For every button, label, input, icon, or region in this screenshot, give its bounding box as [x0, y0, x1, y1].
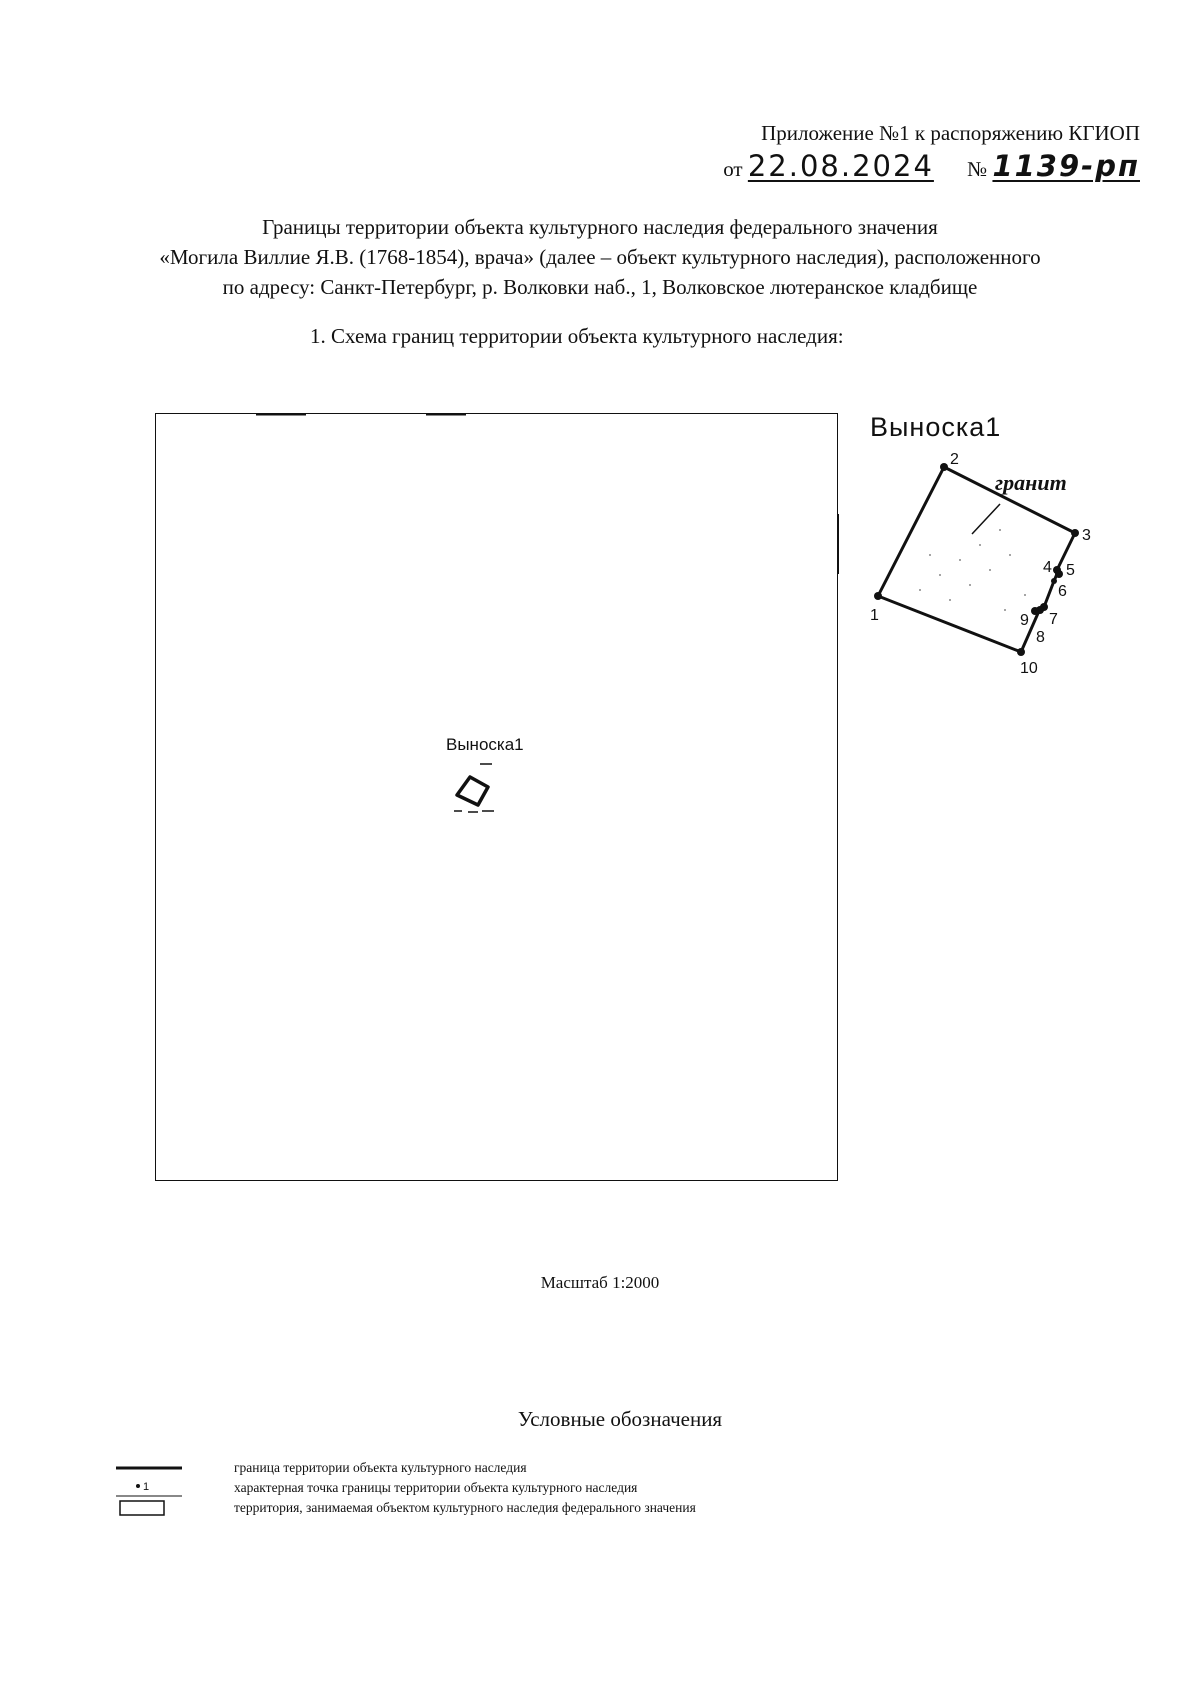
title-line-1: Границы территории объекта культурного наследия федерального значения	[262, 215, 938, 239]
legend-text-territory: территория, занимаемая объектом культурного наследия федерального значения	[234, 1500, 696, 1515]
territory-area-symbol	[112, 1498, 192, 1518]
order-date-number	[680, 148, 1140, 184]
boundary-point-2	[940, 463, 948, 471]
boundary-point-3	[1071, 529, 1079, 537]
point-label-4: 4	[1043, 559, 1052, 576]
map-callout-label: Выноска1	[446, 735, 524, 754]
boundary-point-5	[1055, 570, 1063, 578]
material-label: гранит	[995, 470, 1067, 495]
point-label-5: 5	[1066, 562, 1075, 579]
boundary-line-symbol	[112, 1458, 192, 1478]
legend-text-boundary: граница территории объекта культурного наследия	[234, 1460, 527, 1475]
section-heading: 1. Схема границ территории объекта культурного наследия:	[310, 324, 844, 348]
point-label-1: 1	[870, 607, 879, 624]
boundary-point-1	[874, 592, 882, 600]
point-label-9: 9	[1020, 612, 1029, 629]
boundary-point-symbol	[112, 1478, 192, 1498]
from-label: от	[723, 157, 743, 182]
title-line-2: «Могила Виллие Я.В. (1768-1854), врача» (далее – объект культурного наследия), расположенного	[159, 245, 1041, 269]
number-label: №	[967, 157, 988, 182]
map-frame	[155, 413, 838, 1181]
title-line-3: по адресу: Санкт-Петербург, р. Волковки наб., 1, Волковское лютеранское кладбище	[222, 275, 978, 299]
document-header	[680, 120, 1140, 185]
inset-title: Выноска1	[870, 412, 1002, 442]
order-number: 1139-рп	[992, 149, 1140, 184]
legend-heading: Условные обозначения	[517, 1407, 723, 1431]
appendix-reference: Приложение №1 к распоряжению КГИОП	[761, 121, 1140, 145]
material-leader-line	[972, 504, 1000, 534]
boundary-point-10	[1017, 648, 1025, 656]
point-label-10: 10	[1020, 660, 1038, 677]
inset-diagram	[860, 450, 1120, 690]
point-label-8: 8	[1036, 629, 1045, 646]
point-label-3: 3	[1082, 527, 1091, 544]
map-callout-marker	[444, 757, 514, 817]
point-label-2: 2	[950, 451, 959, 468]
point-label-6: 6	[1058, 583, 1067, 600]
boundary-point-9	[1031, 607, 1039, 615]
map-scale: Масштаб 1:2000	[540, 1273, 660, 1292]
boundary-point-6	[1051, 578, 1057, 584]
legend-text-point: характерная точка границы территории объекта культурного наследия	[234, 1480, 638, 1495]
order-date: 22.08.2024	[747, 149, 934, 184]
point-label-7: 7	[1049, 611, 1058, 628]
document-title	[60, 212, 1140, 302]
point-symbol-label: 1	[143, 1481, 150, 1493]
